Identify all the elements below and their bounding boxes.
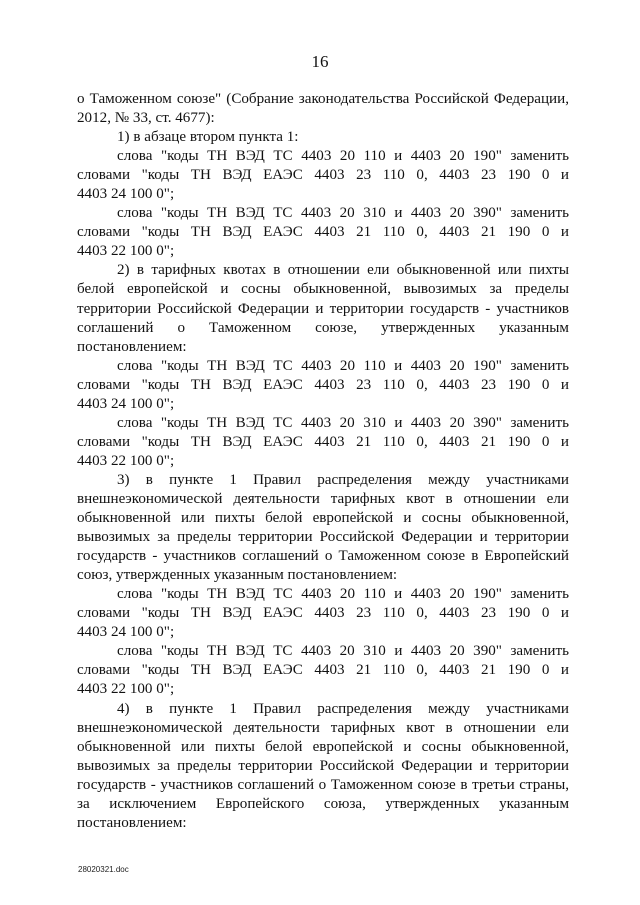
text-line: 4403 22 100 0"; — [77, 681, 175, 698]
text-line: 4) в пункте 1 Правил распределения между участниками — [117, 700, 569, 717]
text-line: обыкновенной или пихты белой европейской и сосны обыкновенной, — [77, 738, 569, 755]
text-line: слова "коды ТН ВЭД ТС 4403 20 310 и 4403 20 390" заменить — [117, 643, 569, 660]
text-line: словами "коды ТН ВЭД ЕАЭС 4403 23 110 0, 4403 23 190 0 и — [77, 167, 569, 184]
text-line: внешнеэкономической деятельности тарифных квот в отношении ели — [77, 719, 569, 736]
text-line: вывозимых за пределы территории Российской Федерации и территории — [77, 529, 569, 546]
text-line: вывозимых за пределы территории Российской Федерации и территории — [77, 757, 569, 774]
text-line: словами "коды ТН ВЭД ЕАЭС 4403 21 110 0, 4403 21 190 0 и — [77, 433, 569, 450]
text-line: 4403 22 100 0"; — [77, 452, 175, 469]
text-line: словами "коды ТН ВЭД ЕАЭС 4403 21 110 0, 4403 21 190 0 и — [77, 224, 569, 241]
text-line: словами "коды ТН ВЭД ЕАЭС 4403 23 110 0, 4403 23 190 0 и — [77, 376, 569, 393]
text-line: слова "коды ТН ВЭД ТС 4403 20 310 и 4403 20 390" заменить — [117, 414, 569, 431]
text-line: союз, утвержденных указанным постановлением: — [77, 567, 398, 584]
text-line: слова "коды ТН ВЭД ТС 4403 20 110 и 4403 20 190" заменить — [117, 357, 569, 374]
text-line: словами "коды ТН ВЭД ЕАЭС 4403 23 110 0, 4403 23 190 0 и — [77, 605, 569, 622]
text-line: 1) в абзаце втором пункта 1: — [117, 129, 299, 146]
document-body — [77, 90, 569, 833]
text-line: за исключением Европейского союза, утвержденных указанным — [77, 795, 569, 812]
text-line: постановлением: — [77, 814, 187, 831]
text-line: обыкновенной или пихты белой европейской и сосны обыкновенной, — [77, 510, 569, 527]
text-line: 4403 24 100 0"; — [77, 624, 175, 641]
page-number: 16 — [311, 52, 329, 71]
text-line: внешнеэкономической деятельности тарифных квот в отношении ели — [77, 490, 569, 507]
text-line: 4403 24 100 0"; — [77, 395, 175, 412]
text-line: 4403 22 100 0"; — [77, 243, 175, 260]
text-line: соглашений о Таможенном союзе, утвержденных указанным — [77, 319, 569, 336]
text-line: 2) в тарифных квотах в отношении ели обыкновенной или пихты — [117, 262, 569, 279]
text-line: слова "коды ТН ВЭД ТС 4403 20 110 и 4403 20 190" заменить — [117, 586, 569, 603]
text-line: 3) в пункте 1 Правил распределения между участниками — [117, 471, 569, 488]
text-line: территории Российской Федерации и территории государств - участников — [77, 300, 569, 317]
text-line: постановлением: — [77, 338, 187, 355]
text-line: белой европейской и сосны обыкновенной, вывозимых за пределы — [77, 281, 569, 298]
text-line: словами "коды ТН ВЭД ЕАЭС 4403 21 110 0, 4403 21 190 0 и — [77, 662, 569, 679]
text-line: слова "коды ТН ВЭД ТС 4403 20 110 и 4403 20 190" заменить — [117, 148, 569, 165]
text-line: государств - участников соглашений о Таможенном союзе в третьи страны, — [77, 776, 569, 793]
file-name-footer: 28020321.doc — [78, 865, 129, 874]
text-line: слова "коды ТН ВЭД ТС 4403 20 310 и 4403 20 390" заменить — [117, 205, 569, 222]
text-line: о Таможенном союзе" (Собрание законодательства Российской Федерации, — [77, 91, 569, 107]
text-line: государств - участников соглашений о Таможенном союзе в Европейский — [77, 548, 569, 565]
text-line: 4403 24 100 0"; — [77, 186, 175, 203]
text-line: 2012, № 33, ст. 4677): — [77, 110, 215, 127]
